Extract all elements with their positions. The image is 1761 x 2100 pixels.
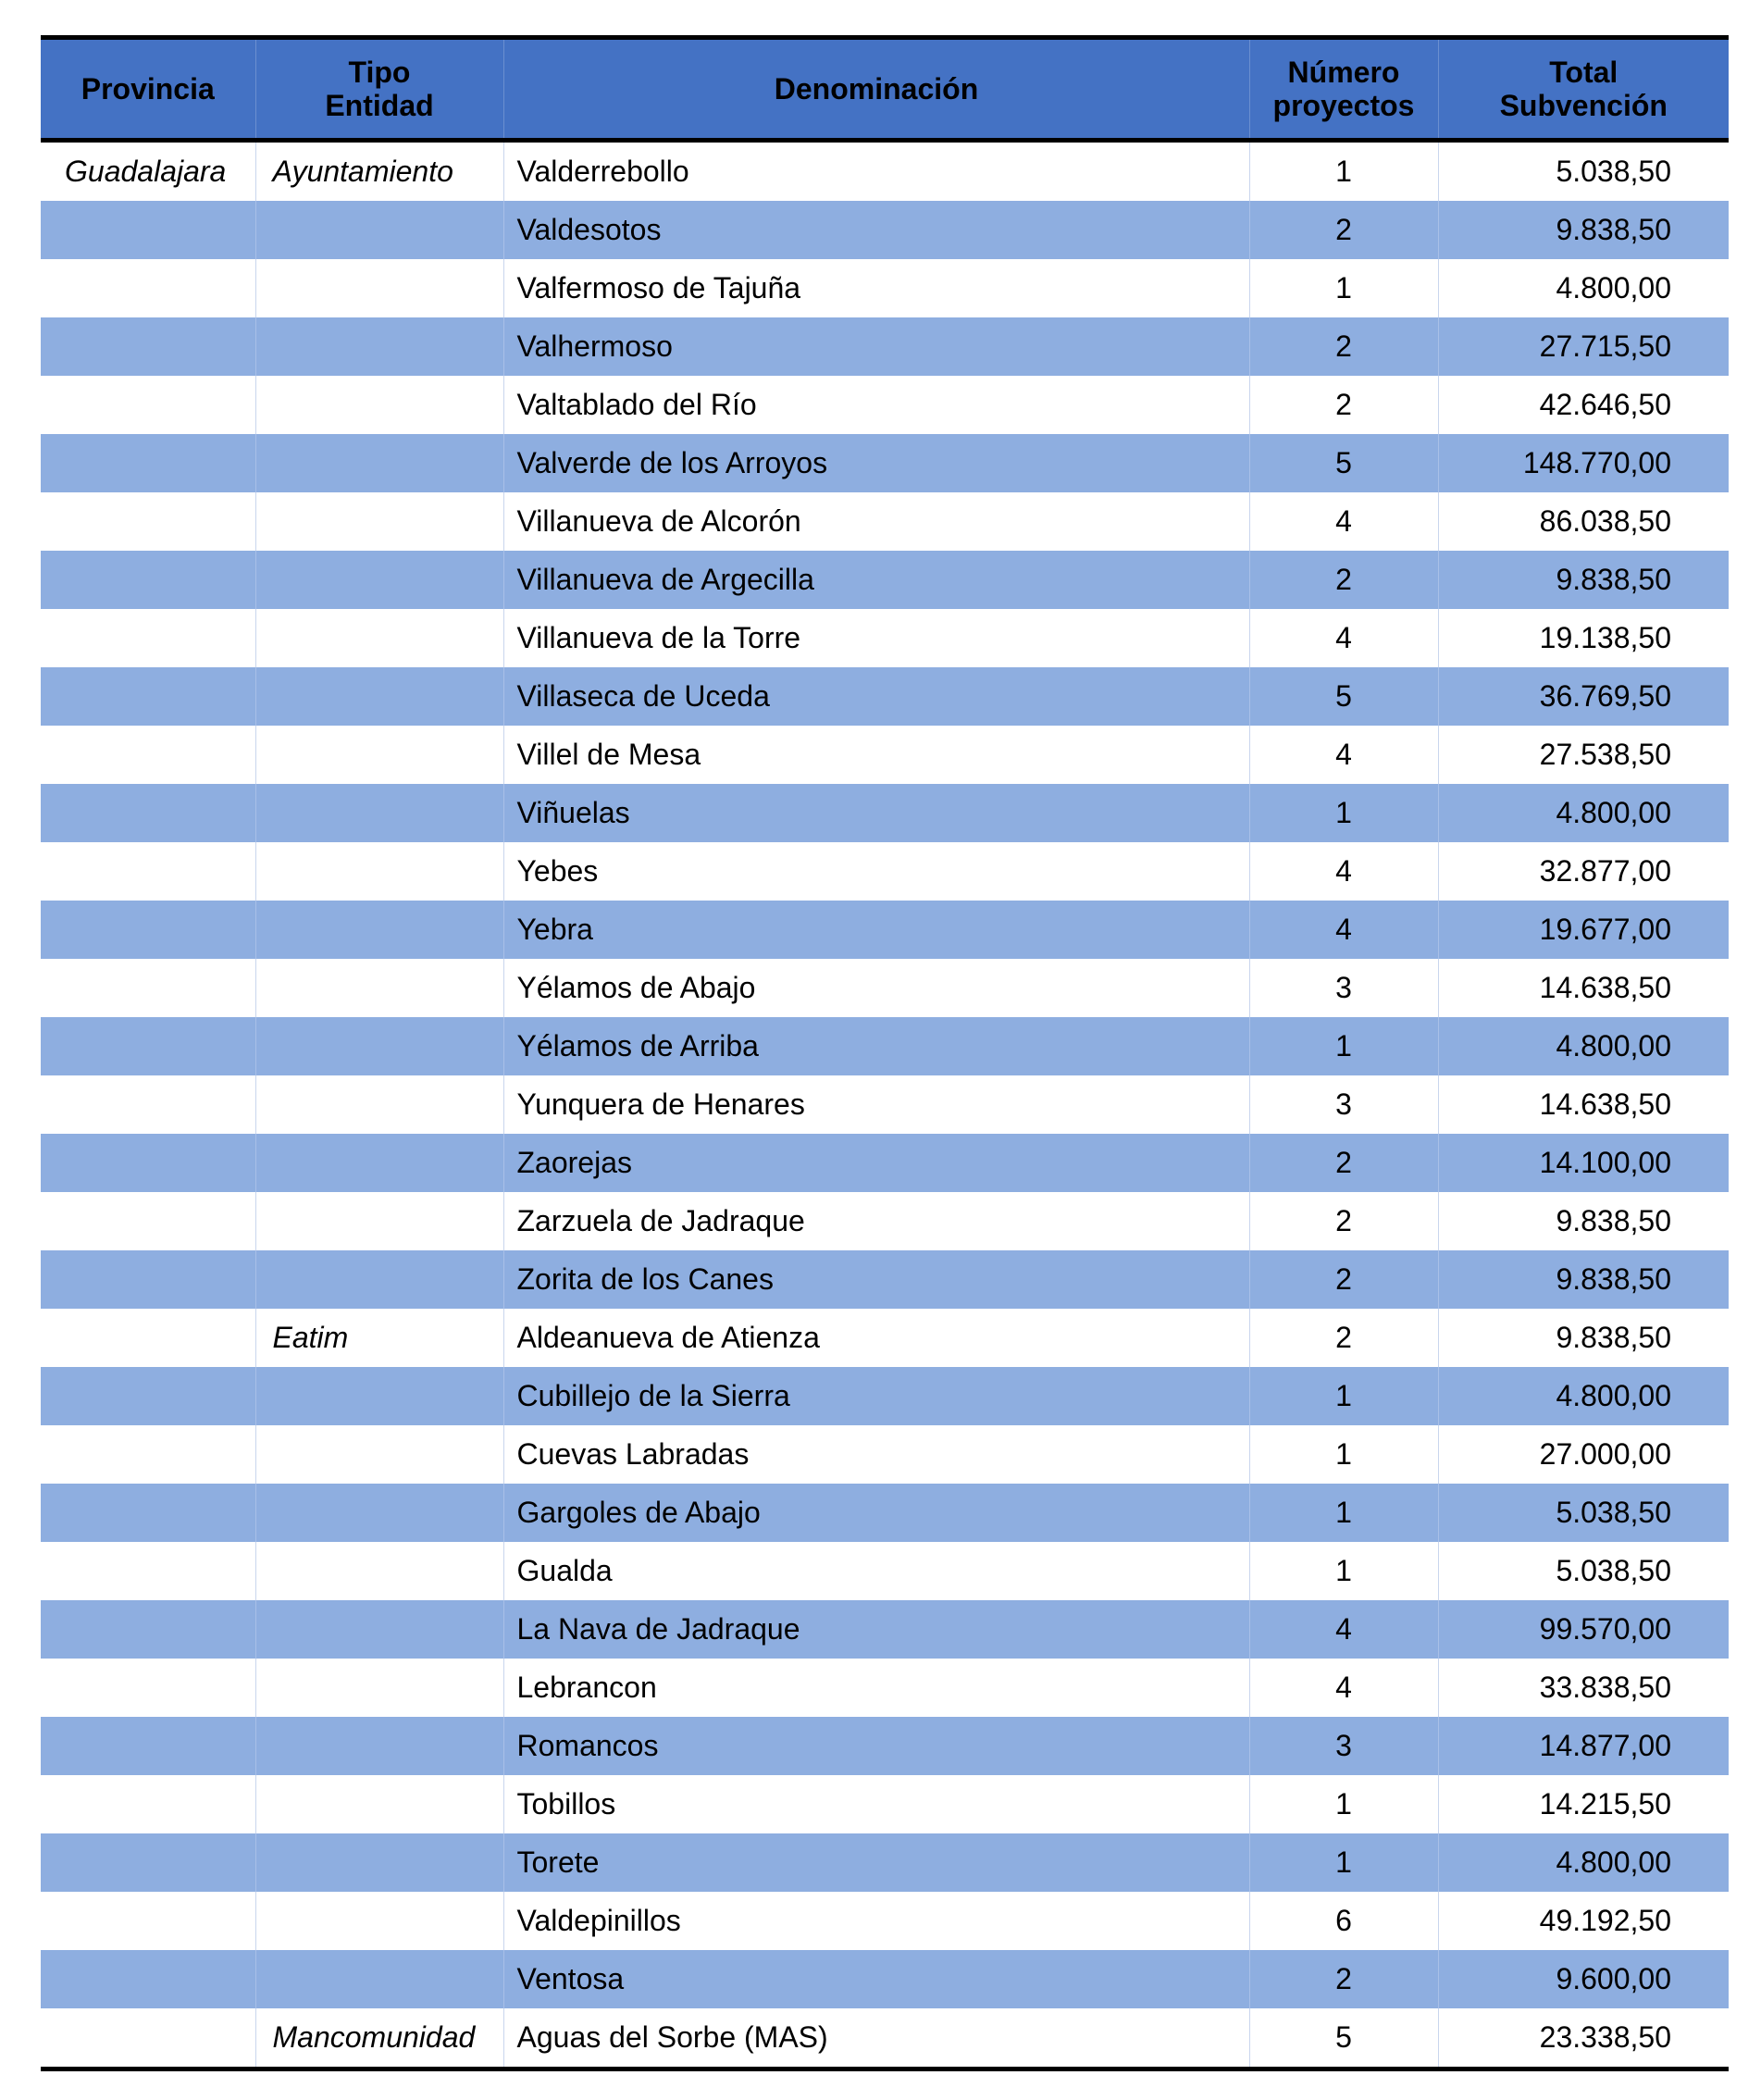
table-row xyxy=(41,141,1729,202)
table-row xyxy=(41,317,1729,376)
cell-provincia xyxy=(41,1309,255,1367)
cell-total-subvencion: 23.338,50 xyxy=(1438,2008,1729,2067)
table-row xyxy=(41,1134,1729,1192)
cell-numero-proyectos: 1 xyxy=(1249,259,1438,317)
cell-denominacion: Tobillos xyxy=(503,1775,1249,1833)
cell-total-subvencion: 9.838,50 xyxy=(1438,201,1729,259)
cell-provincia xyxy=(41,1833,255,1892)
table-row xyxy=(41,726,1729,784)
table-body xyxy=(41,141,1729,2068)
cell-numero-proyectos: 2 xyxy=(1249,201,1438,259)
cell-tipo-entidad xyxy=(255,1542,503,1600)
cell-total-subvencion: 9.838,50 xyxy=(1438,1309,1729,1367)
cell-denominacion: Valdesotos xyxy=(503,201,1249,259)
cell-tipo-entidad xyxy=(255,492,503,551)
cell-provincia xyxy=(41,1542,255,1600)
cell-denominacion: Viñuelas xyxy=(503,784,1249,842)
table-row xyxy=(41,2008,1729,2067)
cell-total-subvencion: 33.838,50 xyxy=(1438,1659,1729,1717)
cell-numero-proyectos: 1 xyxy=(1249,1775,1438,1833)
header-row xyxy=(41,40,1729,141)
cell-provincia xyxy=(41,492,255,551)
cell-denominacion: Zaorejas xyxy=(503,1134,1249,1192)
cell-tipo-entidad xyxy=(255,1833,503,1892)
cell-tipo-entidad: Ayuntamiento xyxy=(255,141,503,202)
table-row xyxy=(41,1833,1729,1892)
header-provincia-label: Provincia xyxy=(81,72,215,106)
cell-provincia xyxy=(41,434,255,492)
cell-provincia xyxy=(41,1250,255,1309)
cell-numero-proyectos: 3 xyxy=(1249,959,1438,1017)
cell-numero-proyectos: 2 xyxy=(1249,317,1438,376)
cell-denominacion: Aguas del Sorbe (MAS) xyxy=(503,2008,1249,2067)
header-total-subvencion xyxy=(1438,40,1729,141)
cell-tipo-entidad xyxy=(255,842,503,901)
cell-total-subvencion: 19.138,50 xyxy=(1438,609,1729,667)
cell-numero-proyectos: 5 xyxy=(1249,667,1438,726)
cell-total-subvencion: 4.800,00 xyxy=(1438,1017,1729,1075)
cell-tipo-entidad xyxy=(255,201,503,259)
cell-denominacion: Yunquera de Henares xyxy=(503,1075,1249,1134)
cell-provincia xyxy=(41,1717,255,1775)
cell-provincia xyxy=(41,259,255,317)
cell-tipo-entidad xyxy=(255,434,503,492)
table-row xyxy=(41,1075,1729,1134)
cell-denominacion: Valdepinillos xyxy=(503,1892,1249,1950)
cell-provincia xyxy=(41,1425,255,1484)
cell-numero-proyectos: 4 xyxy=(1249,609,1438,667)
cell-total-subvencion: 32.877,00 xyxy=(1438,842,1729,901)
cell-denominacion: Villanueva de Argecilla xyxy=(503,551,1249,609)
cell-total-subvencion: 49.192,50 xyxy=(1438,1892,1729,1950)
cell-provincia: Guadalajara xyxy=(65,155,227,188)
cell-numero-proyectos: 4 xyxy=(1249,1600,1438,1659)
header-tipo-line1: Tipo xyxy=(348,56,411,89)
subsidy-table xyxy=(41,40,1729,2067)
subsidy-table-container xyxy=(41,35,1729,2071)
cell-tipo-entidad xyxy=(255,317,503,376)
cell-total-subvencion: 14.100,00 xyxy=(1438,1134,1729,1192)
cell-total-subvencion: 9.600,00 xyxy=(1438,1950,1729,2008)
header-total-line2: Subvención xyxy=(1499,89,1668,122)
table-row xyxy=(41,1659,1729,1717)
cell-tipo-entidad xyxy=(255,1192,503,1250)
table-row xyxy=(41,842,1729,901)
cell-denominacion: Villaseca de Uceda xyxy=(503,667,1249,726)
cell-denominacion: Yélamos de Arriba xyxy=(503,1017,1249,1075)
table-row xyxy=(41,959,1729,1017)
cell-numero-proyectos: 2 xyxy=(1249,1192,1438,1250)
cell-provincia xyxy=(41,1659,255,1717)
cell-numero-proyectos: 5 xyxy=(1249,2008,1438,2067)
cell-denominacion: Valverde de los Arroyos xyxy=(503,434,1249,492)
cell-tipo-entidad xyxy=(255,1250,503,1309)
cell-total-subvencion: 36.769,50 xyxy=(1438,667,1729,726)
cell-tipo-entidad xyxy=(255,1017,503,1075)
cell-total-subvencion: 19.677,00 xyxy=(1438,901,1729,959)
cell-provincia xyxy=(41,609,255,667)
cell-tipo-entidad xyxy=(255,376,503,434)
table-row xyxy=(41,551,1729,609)
cell-provincia xyxy=(41,1192,255,1250)
cell-total-subvencion: 5.038,50 xyxy=(1438,1484,1729,1542)
cell-tipo-entidad xyxy=(255,959,503,1017)
cell-provincia xyxy=(41,1367,255,1425)
cell-denominacion: Valhermoso xyxy=(503,317,1249,376)
cell-provincia xyxy=(41,1600,255,1659)
cell-tipo-entidad xyxy=(255,901,503,959)
cell-provincia xyxy=(41,1017,255,1075)
cell-numero-proyectos: 1 xyxy=(1249,1425,1438,1484)
cell-numero-proyectos: 3 xyxy=(1249,1075,1438,1134)
cell-total-subvencion: 99.570,00 xyxy=(1438,1600,1729,1659)
cell-denominacion: Valderrebollo xyxy=(503,141,1249,202)
table-row xyxy=(41,1425,1729,1484)
table-row xyxy=(41,1309,1729,1367)
cell-denominacion: Aldeanueva de Atienza xyxy=(503,1309,1249,1367)
cell-denominacion: Villel de Mesa xyxy=(503,726,1249,784)
cell-numero-proyectos: 1 xyxy=(1249,1833,1438,1892)
cell-denominacion: Villanueva de la Torre xyxy=(503,609,1249,667)
cell-numero-proyectos: 2 xyxy=(1249,1250,1438,1309)
table-row xyxy=(41,667,1729,726)
cell-total-subvencion: 9.838,50 xyxy=(1438,1192,1729,1250)
table-row xyxy=(41,259,1729,317)
cell-tipo-entidad xyxy=(255,551,503,609)
cell-denominacion: Yebes xyxy=(503,842,1249,901)
cell-denominacion: Ventosa xyxy=(503,1950,1249,2008)
cell-tipo-entidad xyxy=(255,1600,503,1659)
table-row xyxy=(41,1892,1729,1950)
cell-total-subvencion: 27.715,50 xyxy=(1438,317,1729,376)
cell-denominacion: La Nava de Jadraque xyxy=(503,1600,1249,1659)
cell-numero-proyectos: 1 xyxy=(1249,1542,1438,1600)
cell-tipo-entidad xyxy=(255,1425,503,1484)
cell-numero-proyectos: 4 xyxy=(1249,492,1438,551)
cell-provincia xyxy=(41,1775,255,1833)
cell-tipo-entidad xyxy=(255,609,503,667)
header-numero-line1: Número xyxy=(1287,56,1400,89)
table-header xyxy=(41,40,1729,141)
cell-numero-proyectos: 2 xyxy=(1249,1134,1438,1192)
cell-total-subvencion: 148.770,00 xyxy=(1438,434,1729,492)
header-denominacion xyxy=(503,40,1249,141)
cell-numero-proyectos: 4 xyxy=(1249,901,1438,959)
cell-denominacion: Yebra xyxy=(503,901,1249,959)
cell-tipo-entidad xyxy=(255,1775,503,1833)
cell-provincia xyxy=(41,667,255,726)
cell-total-subvencion: 5.038,50 xyxy=(1438,1542,1729,1600)
cell-provincia xyxy=(41,959,255,1017)
cell-numero-proyectos: 1 xyxy=(1249,784,1438,842)
cell-provincia xyxy=(41,551,255,609)
cell-total-subvencion: 14.638,50 xyxy=(1438,1075,1729,1134)
cell-provincia xyxy=(41,726,255,784)
cell-total-subvencion: 4.800,00 xyxy=(1438,259,1729,317)
cell-numero-proyectos: 1 xyxy=(1249,1484,1438,1542)
table-row xyxy=(41,376,1729,434)
cell-tipo-entidad xyxy=(255,1075,503,1134)
cell-numero-proyectos: 3 xyxy=(1249,1717,1438,1775)
cell-denominacion: Zarzuela de Jadraque xyxy=(503,1192,1249,1250)
cell-total-subvencion: 14.215,50 xyxy=(1438,1775,1729,1833)
cell-numero-proyectos: 2 xyxy=(1249,1950,1438,2008)
cell-total-subvencion: 27.538,50 xyxy=(1438,726,1729,784)
cell-denominacion: Lebrancon xyxy=(503,1659,1249,1717)
cell-provincia xyxy=(41,1075,255,1134)
table-row xyxy=(41,201,1729,259)
cell-numero-proyectos: 6 xyxy=(1249,1892,1438,1950)
table-row xyxy=(41,492,1729,551)
cell-tipo-entidad xyxy=(255,1367,503,1425)
table-row xyxy=(41,1600,1729,1659)
cell-tipo-entidad xyxy=(255,259,503,317)
header-provincia xyxy=(41,40,255,141)
cell-denominacion: Valfermoso de Tajuña xyxy=(503,259,1249,317)
table-bottom-rule xyxy=(41,2067,1729,2071)
table-row xyxy=(41,1950,1729,2008)
cell-total-subvencion: 27.000,00 xyxy=(1438,1425,1729,1484)
cell-total-subvencion: 14.877,00 xyxy=(1438,1717,1729,1775)
cell-numero-proyectos: 2 xyxy=(1249,376,1438,434)
cell-total-subvencion: 4.800,00 xyxy=(1438,784,1729,842)
header-tipo-entidad xyxy=(255,40,503,141)
cell-tipo-entidad xyxy=(255,1484,503,1542)
table-row xyxy=(41,1542,1729,1600)
cell-tipo-entidad xyxy=(255,1134,503,1192)
cell-denominacion: Villanueva de Alcorón xyxy=(503,492,1249,551)
table-row xyxy=(41,609,1729,667)
header-numero-proyectos xyxy=(1249,40,1438,141)
cell-provincia xyxy=(41,1892,255,1950)
cell-tipo-entidad xyxy=(255,1892,503,1950)
cell-numero-proyectos: 4 xyxy=(1249,842,1438,901)
cell-provincia xyxy=(41,1950,255,2008)
cell-numero-proyectos: 5 xyxy=(1249,434,1438,492)
cell-tipo-entidad: Eatim xyxy=(255,1309,503,1367)
cell-provincia xyxy=(41,901,255,959)
table-row xyxy=(41,901,1729,959)
table-row xyxy=(41,1192,1729,1250)
header-denominacion-label: Denominación xyxy=(774,72,979,106)
cell-provincia xyxy=(41,784,255,842)
cell-total-subvencion: 5.038,50 xyxy=(1438,141,1729,202)
cell-denominacion: Romancos xyxy=(503,1717,1249,1775)
cell-total-subvencion: 9.838,50 xyxy=(1438,1250,1729,1309)
cell-denominacion: Cuevas Labradas xyxy=(503,1425,1249,1484)
cell-numero-proyectos: 1 xyxy=(1249,1367,1438,1425)
cell-provincia xyxy=(41,317,255,376)
table-row xyxy=(41,1367,1729,1425)
table-row xyxy=(41,784,1729,842)
cell-tipo-entidad xyxy=(255,1950,503,2008)
cell-numero-proyectos: 4 xyxy=(1249,726,1438,784)
cell-provincia xyxy=(41,1134,255,1192)
cell-total-subvencion: 86.038,50 xyxy=(1438,492,1729,551)
cell-denominacion: Cubillejo de la Sierra xyxy=(503,1367,1249,1425)
cell-total-subvencion: 42.646,50 xyxy=(1438,376,1729,434)
cell-total-subvencion: 14.638,50 xyxy=(1438,959,1729,1017)
cell-total-subvencion: 4.800,00 xyxy=(1438,1367,1729,1425)
cell-denominacion: Gargoles de Abajo xyxy=(503,1484,1249,1542)
table-row xyxy=(41,1717,1729,1775)
cell-tipo-entidad xyxy=(255,784,503,842)
cell-denominacion: Torete xyxy=(503,1833,1249,1892)
cell-provincia xyxy=(41,842,255,901)
header-total-line1: Total xyxy=(1549,56,1618,89)
cell-provincia xyxy=(41,201,255,259)
cell-numero-proyectos: 1 xyxy=(1249,1017,1438,1075)
header-tipo-line2: Entidad xyxy=(325,89,434,122)
cell-provincia xyxy=(41,1484,255,1542)
cell-total-subvencion: 4.800,00 xyxy=(1438,1833,1729,1892)
cell-numero-proyectos: 4 xyxy=(1249,1659,1438,1717)
cell-denominacion: Yélamos de Abajo xyxy=(503,959,1249,1017)
table-row xyxy=(41,434,1729,492)
cell-denominacion: Valtablado del Río xyxy=(503,376,1249,434)
table-row xyxy=(41,1775,1729,1833)
cell-total-subvencion: 9.838,50 xyxy=(1438,551,1729,609)
table-row xyxy=(41,1250,1729,1309)
table-row xyxy=(41,1017,1729,1075)
cell-tipo-entidad xyxy=(255,1717,503,1775)
cell-numero-proyectos: 2 xyxy=(1249,1309,1438,1367)
cell-provincia xyxy=(41,376,255,434)
cell-numero-proyectos: 1 xyxy=(1249,141,1438,202)
cell-tipo-entidad xyxy=(255,667,503,726)
table-row xyxy=(41,1484,1729,1542)
header-numero-line2: proyectos xyxy=(1272,89,1415,122)
cell-tipo-entidad xyxy=(255,1659,503,1717)
cell-denominacion: Gualda xyxy=(503,1542,1249,1600)
cell-denominacion: Zorita de los Canes xyxy=(503,1250,1249,1309)
cell-tipo-entidad xyxy=(255,726,503,784)
cell-tipo-entidad: Mancomunidad xyxy=(255,2008,503,2067)
cell-numero-proyectos: 2 xyxy=(1249,551,1438,609)
cell-provincia xyxy=(41,2008,255,2067)
